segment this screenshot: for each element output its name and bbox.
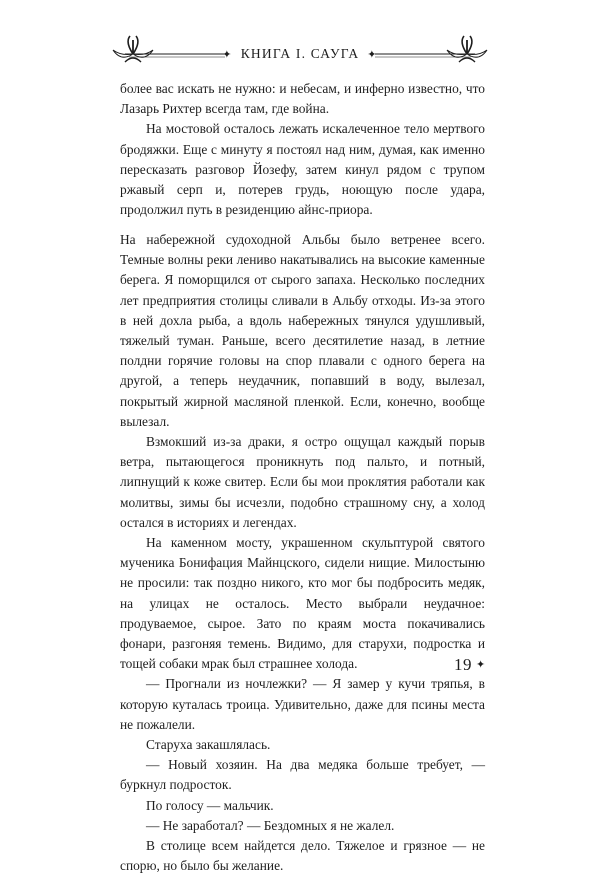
book-title-text: КНИГА I. САУГА: [240, 46, 360, 61]
paragraph: — Не заработал? — Бездомных я не жалел.: [146, 817, 395, 833]
page-number: [454, 655, 486, 675]
paragraph: На мостовой осталось лежать искалеченное тело мертвого бродяжки. Еще с минуту я постоял над ним, думая, как именно пересказать разговор Йозефу, затем кинул рядом с трупом ржавый серп и, потерев грудь, ноющую после удара, продолжил путь в резиденцию айнс-приора.: [120, 121, 485, 218]
star-ornament-icon: ✦: [367, 49, 378, 61]
paragraph: Старуха закашлялась.: [146, 737, 271, 753]
star-ornament-icon: ✦: [476, 659, 486, 671]
book-title: [105, 46, 495, 62]
text-block-1: [120, 79, 485, 220]
paragraph: Взмокший из-за драки, я остро ощущал каждый порыв ветра, пытающегося проникнуть под пальто, и потный, липнущий к коже свитер. Если бы мои проклятия работали как молитвы, зимы бы исчезли, подобно страшному сну, а холод остался в историях и легендах.: [120, 434, 485, 530]
paragraph: В столице всем найдется дело. Тяжелое и грязное — не спорю, но было бы желание.: [120, 838, 485, 874]
paragraph: На набережной судоходной Альбы было ветренее всего. Темные волны реки лениво накатывались на высокие каменные берега. Я поморщился от сырого запаха. Несколько последних лет предприятия столицы сливали в Альбу отходы. Из-за этого в ней дохла рыба, а вдоль набережных тянулся удушливый, тяжелый туман. Раньше, всего десятилетие назад, в летние полдни горячие головы на спор плавали с одного берега на другой, а теперь неудачник, попавший в воду, вылезал, покрытый жирной масляной пленкой. Если, конечно, вообще вылезал.: [120, 232, 485, 429]
running-header: [105, 34, 495, 70]
paragraph: более вас искать не нужно: и небесам, и инферно известно, что Лазарь Рихтер всегда там, где война.: [120, 81, 485, 117]
paragraph: — Прогнали из ночлежки? — Я замер у кучи тряпья, в которую куталась троица. Удивительно, даже для псины места не пожалели.: [120, 676, 485, 732]
text-block-2: [120, 230, 485, 877]
paragraph: По голосу — мальчик.: [146, 797, 274, 813]
paragraph: На каменном мосту, украшенном скульптурой святого мученика Бонифация Майнцского, сидели нищие. Милостыню не просили: так поздно никого, кто мог бы подбросить медяк, на улицах не осталось. Место выбрали неудачное: продуваемое, сырое. Зато по краям моста покачивались фонари, разгоняя темень. Видимо, для старухи, подростка и тощей собаки мрак был страшнее холода.: [120, 535, 485, 672]
page-number-value: 19: [454, 655, 472, 674]
paragraph: — Новый хозяин. На два медяка больше требует, — буркнул подросток.: [120, 757, 485, 793]
star-ornament-icon: ✦: [222, 49, 233, 61]
